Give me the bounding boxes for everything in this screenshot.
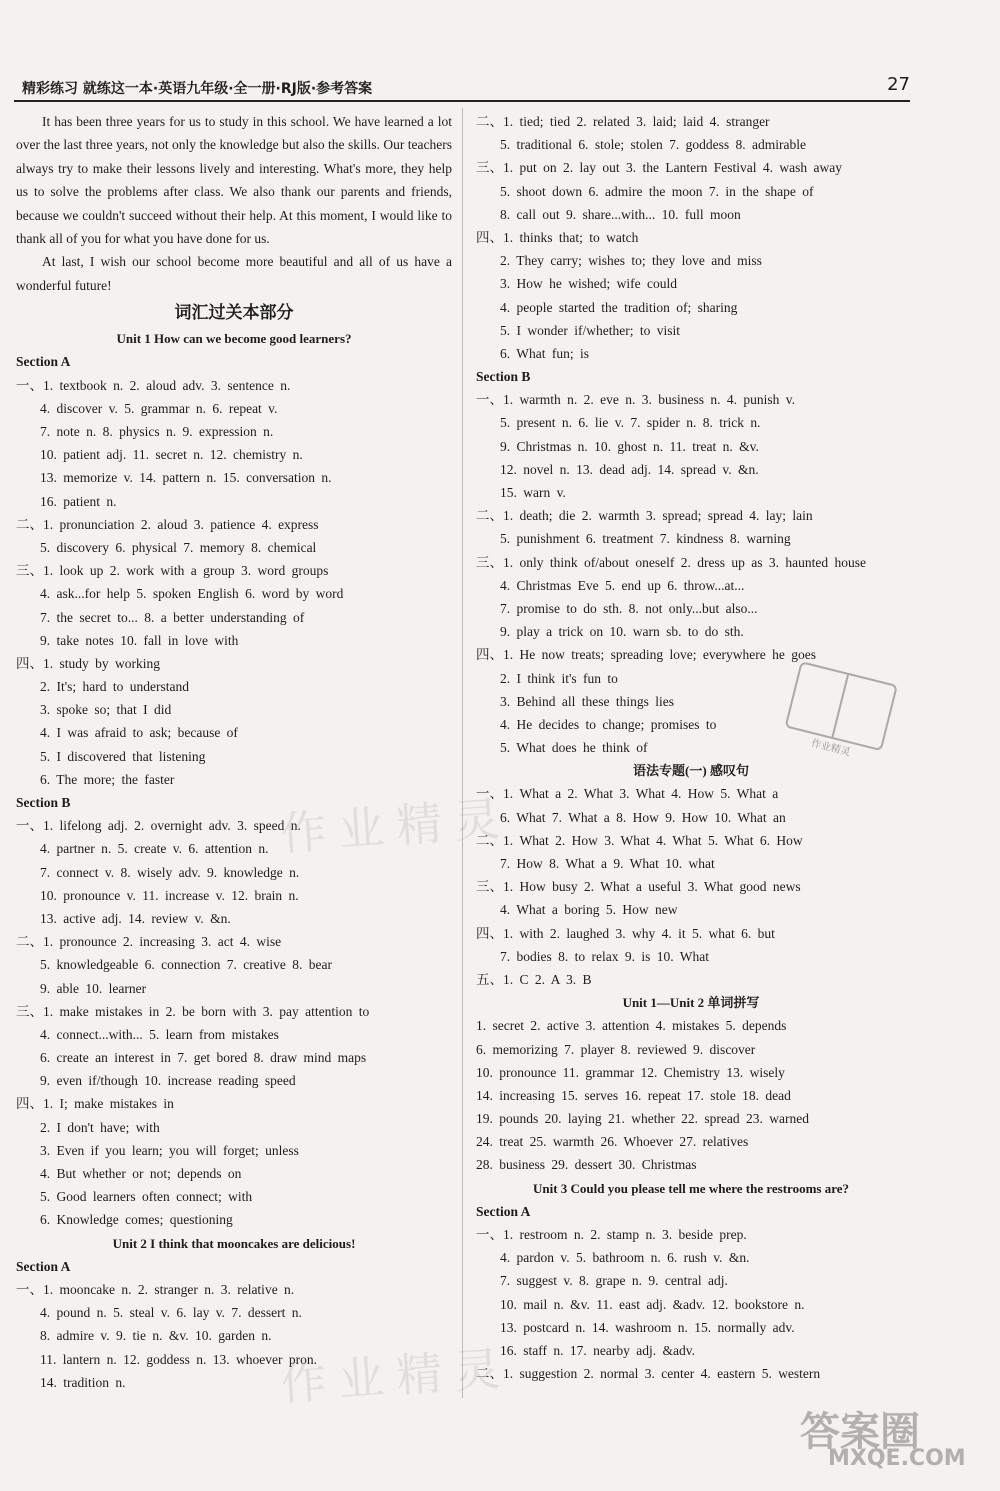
answer-line: 9. play a trick on 10. warn sb. to do sth.: [500, 624, 744, 640]
answer-line: 一、1. lifelong adj. 2. overnight adv. 3. speed n.: [16, 818, 301, 834]
answer-line: 4. But whether or not; depends on: [40, 1166, 242, 1181]
essay-paragraph-2: At last, I wish our school become more beautiful and all of us have a wonderful future!: [16, 254, 452, 293]
answer-line: 4. What a boring 5. How new: [500, 902, 678, 918]
answer-line: 6. What fun; is: [500, 345, 589, 361]
answer-line: 4. discover v. 5. grammar n. 6. repeat v.: [40, 400, 278, 416]
answer-line: 13. postcard n. 14. washroom n. 15. normally adv.: [500, 1319, 795, 1335]
unit-title: Unit 1 How can we become good learners?: [116, 331, 352, 347]
watermark-left-bottom: 作业精灵: [278, 1340, 514, 1412]
unit-title: Unit 3 Could you please tell me where the restrooms are?: [532, 1180, 850, 1196]
answer-line: 2. They carry; wishes to; they love and miss: [500, 253, 762, 269]
answer-line: 5. I discovered that listening: [40, 748, 206, 764]
answer-line: 4. connect...with... 5. learn from mistakes: [40, 1026, 279, 1042]
answer-line: 10. pronounce 11. grammar 12. Chemistry 13. wisely: [476, 1064, 785, 1080]
answer-line: 2. I think it's fun to: [500, 670, 618, 686]
answer-line: 7. How 8. What a 9. What 10. what: [500, 856, 715, 871]
answer-line: 4. I was afraid to ask; because of: [40, 725, 238, 741]
answer-line: 14. increasing 15. serves 16. repeat 17. stole 18. dead: [476, 1087, 791, 1103]
answer-line: 4. Christmas Eve 5. end up 6. throw...at...: [500, 577, 745, 593]
answer-line: 三、1. only think of/about oneself 2. dress up as 3. haunted house: [476, 554, 866, 570]
answer-line: 5. Good learners often connect; with: [40, 1189, 253, 1205]
answer-line: 5. What does he think of: [500, 740, 648, 756]
page-header: [14, 74, 910, 102]
section-heading: Section B: [476, 369, 531, 385]
essay-paragraph-1: It has been three years for us to study in this school. We have learned a lot over the last three years, not only the knowledge but also the skills. Our teachers always try to make their lessons lively and interesting. What's more, they help us to solve the problems after class. We also thank our parents and friends, because we couldn't succeed without their help. At this moment, I would like to thank all of you for what you have done for us.: [16, 114, 452, 247]
answer-line: 9. Christmas n. 10. ghost n. 11. treat n. &v.: [500, 438, 759, 454]
answer-line: 4. partner n. 5. create v. 6. attention n.: [40, 841, 269, 857]
answer-line: 二、1. suggestion 2. normal 3. center 4. eastern 5. western: [476, 1366, 821, 1382]
answer-line: 9. take notes 10. fall in love with: [40, 632, 239, 648]
answer-line: 8. admire v. 9. tie n. &v. 10. garden n.: [40, 1328, 272, 1344]
answer-line: 13. active adj. 14. review v. &n.: [40, 910, 231, 926]
answer-line: 三、1. put on 2. lay out 3. the Lantern Festival 4. wash away: [476, 160, 842, 176]
answer-line: 3. How he wished; wife could: [500, 276, 677, 292]
left-answer-list: [16, 327, 452, 1394]
answer-line: 4. pound n. 5. steal v. 6. lay v. 7. dessert n.: [40, 1305, 302, 1321]
answer-line: 一、1. mooncake n. 2. stranger n. 3. relative n.: [16, 1281, 295, 1297]
answer-line: 4. pardon v. 5. bathroom n. 6. rush v. &n.: [500, 1250, 750, 1266]
answer-line: 四、1. thinks that; to watch: [476, 229, 639, 245]
section-heading: Section A: [16, 1258, 71, 1274]
answer-line: 6. The more; the faster: [40, 771, 175, 787]
section-heading: Section B: [16, 795, 71, 810]
answer-line: 1. secret 2. active 3. attention 4. mistakes 5. depends: [476, 1018, 787, 1034]
page-number: 27: [887, 74, 910, 95]
answer-line: 二、1. death; die 2. warmth 3. spread; spread 4. lay; lain: [476, 508, 813, 524]
section-heading: Section A: [476, 1203, 531, 1219]
answer-line: 四、1. He now treats; spreading love; everywhere he goes: [476, 647, 817, 663]
answer-line: 9. able 10. learner: [40, 980, 147, 996]
answer-line: 3. Even if you learn; you will forget; unless: [40, 1142, 299, 1158]
answer-line: 28. business 29. dessert 30. Christmas: [476, 1157, 697, 1173]
answer-line: 6. Knowledge comes; questioning: [40, 1212, 233, 1228]
answer-line: 7. note n. 8. physics n. 9. expression n.: [40, 424, 274, 439]
answer-line: 2. It's; hard to understand: [40, 679, 190, 695]
answer-line: 二、1. pronounce 2. increasing 3. act 4. wise: [16, 934, 282, 950]
answer-line: 4. people started the tradition of; sharing: [500, 299, 738, 315]
answer-line: 7. connect v. 8. wisely adv. 9. knowledge n.: [40, 864, 300, 880]
answer-line: 三、1. How busy 2. What a useful 3. What good news: [476, 879, 801, 895]
left-column: [16, 110, 452, 1394]
unit-title: Unit 2 I think that mooncakes are delicious!: [112, 1235, 356, 1251]
answer-line: 2. I don't have; with: [40, 1119, 160, 1135]
answer-line: 一、1. What a 2. What 3. What 4. How 5. What a: [476, 786, 779, 802]
answer-line: 12. novel n. 13. dead adj. 14. spread v. &n.: [500, 461, 759, 477]
site-url: MXQE.COM: [828, 1446, 966, 1471]
answer-line: 一、1. warmth n. 2. eve n. 3. business n. 4. punish v.: [476, 392, 795, 408]
answer-line: 5. present n. 6. lie v. 7. spider n. 8. trick n.: [500, 415, 761, 431]
answer-line: 5. I wonder if/whether; to visit: [500, 322, 680, 338]
stamp-label: 作业精灵: [809, 738, 852, 759]
answer-line: 四、1. with 2. laughed 3. why 4. it 5. what 6. but: [476, 925, 775, 941]
answer-line: 16. staff n. 17. nearby adj. &adv.: [500, 1342, 695, 1358]
answer-line: 二、1. What 2. How 3. What 4. What 5. What 6. How: [476, 832, 803, 848]
answer-line: 三、1. make mistakes in 2. be born with 3. pay attention to: [16, 1003, 370, 1019]
answer-line: 6. What 7. What a 8. How 9. How 10. What an: [500, 809, 786, 825]
watermark-left-top: 作业精灵: [278, 790, 514, 862]
answer-line: 五、1. C 2. A 3. B: [476, 971, 592, 987]
answer-line: 24. treat 25. warmth 26. Whoever 27. relatives: [476, 1134, 749, 1150]
answer-line: 6. create an interest in 7. get bored 8. draw mind maps: [40, 1050, 367, 1066]
section-heading: Section A: [16, 354, 71, 370]
unit-title: Unit 1—Unit 2 单词拼写: [622, 995, 760, 1011]
answer-line: 10. patient adj. 11. secret n. 12. chemistry n.: [40, 447, 303, 463]
answer-line: 7. suggest v. 8. grape n. 9. central adj.: [500, 1273, 728, 1289]
column-divider: [462, 108, 463, 1398]
vocab-section-title: 词汇过关本部分: [174, 303, 294, 324]
answer-line: 10. mail n. &v. 11. east adj. &adv. 12. bookstore n.: [500, 1296, 805, 1312]
answer-line: 一、1. textbook n. 2. aloud adv. 3. sentence n.: [16, 377, 291, 393]
answer-line: 5. shoot down 6. admire the moon 7. in the shape of: [500, 183, 814, 199]
answer-line: 4. ask...for help 5. spoken English 6. word by word: [40, 586, 344, 602]
unit-title: 语法专题(一) 感叹句: [633, 763, 749, 779]
answer-line: 8. call out 9. share...with... 10. full moon: [500, 206, 741, 222]
answer-line: 一、1. restroom n. 2. stamp n. 3. beside prep.: [476, 1227, 747, 1242]
answer-line: 4. He decides to change; promises to: [500, 716, 717, 732]
answer-line: 15. warn v.: [500, 485, 566, 500]
answer-line: 三、1. look up 2. work with a group 3. word groups: [16, 563, 329, 579]
answer-line: 3. Behind all these things lies: [500, 693, 674, 709]
answer-line: 二、1. pronunciation 2. aloud 3. patience 4. express: [16, 516, 319, 532]
answer-line: 13. memorize v. 14. pattern n. 15. conversation n.: [40, 470, 332, 486]
answer-line: 11. lantern n. 12. goddess n. 13. whoever pron.: [40, 1351, 317, 1367]
answer-line: 5. traditional 6. stole; stolen 7. goddess 8. admirable: [500, 137, 806, 153]
answer-line: 10. pronounce v. 11. increase v. 12. brain n.: [40, 887, 299, 903]
answer-line: 5. punishment 6. treatment 7. kindness 8. warning: [500, 531, 791, 547]
answer-line: 3. spoke so; that I did: [40, 702, 172, 718]
answer-line: 9. even if/though 10. increase reading speed: [40, 1073, 296, 1089]
answer-line: 6. memorizing 7. player 8. reviewed 9. discover: [476, 1041, 756, 1057]
answer-line: 7. the secret to... 8. a better understanding of: [40, 609, 305, 625]
answer-line: 二、1. tied; tied 2. related 3. laid; laid 4. stranger: [476, 114, 770, 129]
answer-line: 14. tradition n.: [40, 1374, 126, 1390]
answer-line: 5. knowledgeable 6. connection 7. creative 8. bear: [40, 957, 333, 973]
answer-line: 7. promise to do sth. 8. not only...but also...: [500, 600, 758, 616]
site-logo: 答案圈: [800, 1409, 920, 1455]
answer-line: 7. bodies 8. to relax 9. is 10. What: [500, 948, 709, 964]
header-title: 精彩练习 就练这一本·英语九年级·全一册·RJ版·参考答案: [22, 81, 373, 97]
answer-line: 四、1. study by working: [16, 655, 160, 671]
answer-line: 16. patient n.: [40, 493, 117, 509]
answer-line: 19. pounds 20. laying 21. whether 22. spread 23. warned: [476, 1111, 809, 1127]
answer-line: 5. discovery 6. physical 7. memory 8. chemical: [40, 539, 317, 555]
answer-line: 四、1. I; make mistakes in: [16, 1096, 174, 1112]
